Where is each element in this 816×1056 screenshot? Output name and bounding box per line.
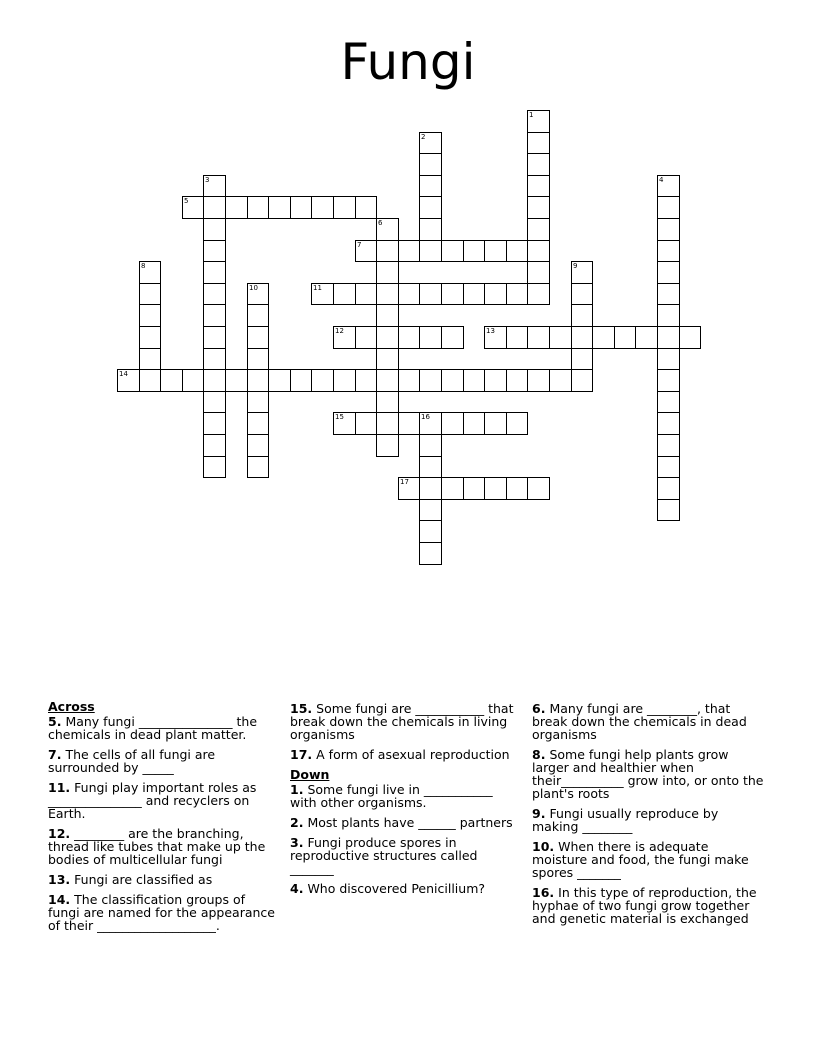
crossword-cell[interactable] (527, 477, 550, 500)
crossword-cell[interactable] (376, 240, 399, 262)
crossword-cell[interactable] (203, 218, 226, 241)
crossword-cell[interactable] (355, 326, 377, 349)
crossword-cell[interactable] (376, 348, 399, 370)
crossword-cell[interactable] (203, 175, 226, 197)
crossword-cell[interactable] (527, 196, 550, 219)
crossword-cell[interactable] (203, 196, 226, 219)
crossword-cell[interactable] (657, 391, 680, 413)
clue-across-17: 17. A form of asexual reproduction (290, 747, 510, 762)
clue-down-4: 4. Who discovered Penicillium? (290, 881, 486, 896)
crossword-cell[interactable] (527, 132, 550, 154)
crossword-cell[interactable] (139, 369, 161, 392)
crossword-cell[interactable] (571, 304, 593, 327)
crossword-cell[interactable] (398, 326, 420, 349)
crossword-cell[interactable] (506, 369, 528, 392)
crossword-cell[interactable] (463, 240, 485, 262)
crossword-cell[interactable] (463, 477, 485, 500)
crossword-cell[interactable] (657, 326, 680, 349)
crossword-cell[interactable] (571, 326, 593, 349)
crossword-cell[interactable] (139, 304, 161, 327)
across-header: Across (48, 699, 95, 714)
crossword-cell[interactable] (398, 477, 420, 500)
crossword-cell[interactable] (571, 283, 593, 305)
crossword-cell[interactable] (484, 240, 507, 262)
crossword-cell[interactable] (203, 412, 226, 435)
crossword-cell[interactable] (419, 326, 442, 349)
clue-down-16: 16. In this type of reproduction, the hyphae of two fungi grow together and genetic material is exchanged (532, 885, 757, 926)
crossword-cell[interactable] (527, 218, 550, 241)
crossword-cell[interactable] (355, 283, 377, 305)
crossword-cell[interactable] (592, 326, 615, 349)
crossword-cell[interactable] (182, 369, 204, 392)
crossword-cell[interactable] (657, 499, 680, 521)
crossword-cell[interactable] (333, 412, 356, 435)
crossword-cell[interactable] (657, 456, 680, 478)
crossword-cell[interactable] (441, 283, 464, 305)
crossword-cell[interactable] (333, 196, 356, 219)
crossword-cell[interactable] (247, 434, 269, 457)
clues-column-3 (532, 702, 764, 932)
cell-number: 9 (573, 262, 578, 270)
crossword-cell[interactable] (527, 326, 550, 349)
crossword-cell[interactable] (247, 391, 269, 413)
crossword-cell[interactable] (441, 369, 464, 392)
crossword-cell[interactable] (225, 369, 248, 392)
crossword-cell[interactable] (139, 348, 161, 370)
crossword-cell[interactable] (311, 369, 334, 392)
clue-across-12: 12. ________ are the branching, thread like tubes that make up the bodies of multicellular fungi (48, 826, 266, 867)
crossword-cell[interactable] (268, 196, 291, 219)
crossword-cell[interactable] (484, 283, 507, 305)
crossword-cell[interactable] (657, 240, 680, 262)
crossword-cell[interactable] (376, 326, 399, 349)
crossword-cell[interactable] (376, 369, 399, 392)
cell-number: 11 (313, 284, 322, 292)
crossword-cell[interactable] (333, 326, 356, 349)
crossword-cell[interactable] (635, 326, 658, 349)
crossword-cell[interactable] (441, 477, 464, 500)
crossword-cell[interactable] (333, 369, 356, 392)
crossword-cell[interactable] (139, 283, 161, 305)
crossword-cell[interactable] (506, 326, 528, 349)
crossword-cell[interactable] (441, 326, 464, 349)
crossword-cell[interactable] (527, 283, 550, 305)
crossword-cell[interactable] (484, 412, 507, 435)
clue-down-3: 3. Fungi produce spores in reproductive structures called _______ (290, 835, 478, 876)
crossword-cell[interactable] (527, 240, 550, 262)
crossword-cell[interactable] (419, 218, 442, 241)
crossword-cell[interactable] (419, 175, 442, 197)
crossword-cell[interactable] (290, 196, 312, 219)
crossword-cell[interactable] (506, 412, 528, 435)
crossword-cell[interactable] (506, 240, 528, 262)
crossword-cell[interactable] (203, 456, 226, 478)
crossword-cell[interactable] (247, 304, 269, 327)
cell-number: 16 (421, 413, 430, 421)
crossword-cell[interactable] (657, 175, 680, 197)
crossword-cell[interactable] (203, 326, 226, 349)
crossword-cell[interactable] (117, 369, 140, 392)
crossword-cell[interactable] (290, 369, 312, 392)
cell-number: 17 (400, 478, 409, 486)
crossword-cell[interactable] (247, 283, 269, 305)
crossword-cell[interactable] (398, 240, 420, 262)
crossword-cell[interactable] (506, 283, 528, 305)
crossword-cell[interactable] (571, 261, 593, 284)
crossword-cell[interactable] (549, 369, 572, 392)
crossword-cell[interactable] (657, 348, 680, 370)
cell-number: 15 (335, 413, 344, 421)
crossword-cell[interactable] (203, 240, 226, 262)
clue-across-5: 5. Many fungi _______________ the chemicals in dead plant matter. (48, 714, 258, 742)
crossword-cell[interactable] (419, 132, 442, 154)
cell-number: 2 (421, 133, 426, 141)
crossword-cell[interactable] (441, 240, 464, 262)
crossword-cell[interactable] (527, 369, 550, 392)
crossword-cell[interactable] (160, 369, 183, 392)
crossword-cell[interactable] (527, 175, 550, 197)
crossword-cell[interactable] (203, 304, 226, 327)
clue-down-10: 10. When there is adequate moisture and food, the fungi make spores _______ (532, 839, 749, 880)
crossword-cell[interactable] (311, 283, 334, 305)
crossword-cell[interactable] (657, 477, 680, 500)
crossword-cell[interactable] (203, 391, 226, 413)
cell-number: 7 (357, 241, 362, 249)
crossword-cell[interactable] (614, 326, 636, 349)
crossword-cell[interactable] (463, 369, 485, 392)
crossword-cell[interactable] (657, 369, 680, 392)
crossword-cell[interactable] (657, 196, 680, 219)
crossword-cell[interactable] (203, 283, 226, 305)
crossword-cell[interactable] (398, 283, 420, 305)
crossword-cell[interactable] (247, 369, 269, 392)
cell-number: 8 (141, 262, 146, 270)
crossword-cell[interactable] (419, 520, 442, 543)
crossword-cell[interactable] (657, 412, 680, 435)
clue-down-8: 8. Some fungi help plants grow larger and healthier when their__________ grow into, or onto the plant's roots (532, 747, 764, 801)
crossword-cell[interactable] (247, 348, 269, 370)
crossword-cell[interactable] (527, 153, 550, 176)
crossword-cell[interactable] (247, 456, 269, 478)
crossword-cell[interactable] (419, 240, 442, 262)
crossword-cell[interactable] (657, 283, 680, 305)
crossword-cell[interactable] (203, 369, 226, 392)
crossword-cell[interactable] (463, 412, 485, 435)
crossword-cell[interactable] (419, 434, 442, 457)
cell-number: 3 (205, 176, 210, 184)
clues-column-2 (290, 702, 522, 902)
crossword-cell[interactable] (376, 391, 399, 413)
crossword-cell[interactable] (419, 542, 442, 565)
crossword-cell[interactable] (376, 218, 399, 241)
page-title: Fungi (340, 33, 476, 91)
crossword-cell[interactable] (376, 283, 399, 305)
crossword-cell[interactable] (355, 196, 377, 219)
crossword-cell[interactable] (139, 261, 161, 284)
clue-across-13: 13. Fungi are classified as (48, 872, 213, 887)
crossword-cell[interactable] (247, 412, 269, 435)
crossword-cell[interactable] (506, 477, 528, 500)
crossword-cell[interactable] (657, 434, 680, 457)
crossword-cell[interactable] (376, 304, 399, 327)
crossword-cell[interactable] (419, 153, 442, 176)
crossword-cell[interactable] (571, 348, 593, 370)
crossword-cell[interactable] (355, 240, 377, 262)
crossword-cell[interactable] (657, 218, 680, 241)
crossword-cell[interactable] (182, 196, 204, 219)
crossword-cell[interactable] (549, 326, 572, 349)
crossword-cell[interactable] (139, 326, 161, 349)
cell-number: 1 (529, 111, 534, 119)
crossword-cell[interactable] (484, 326, 507, 349)
crossword-cell[interactable] (247, 196, 269, 219)
crossword-cell[interactable] (484, 369, 507, 392)
crossword-cell[interactable] (376, 434, 399, 457)
crossword-cell[interactable] (419, 369, 442, 392)
crossword-cell[interactable] (355, 369, 377, 392)
clue-across-15: 15. Some fungi are ___________ that break down the chemicals in living organisms (290, 701, 514, 742)
crossword-cell[interactable] (419, 196, 442, 219)
crossword-cell[interactable] (225, 196, 248, 219)
cell-number: 4 (659, 176, 664, 184)
crossword-cell[interactable] (355, 412, 377, 435)
crossword-cell[interactable] (571, 369, 593, 392)
crossword-cell[interactable] (203, 261, 226, 284)
cell-number: 14 (119, 370, 128, 378)
crossword-cell[interactable] (527, 110, 550, 133)
crossword-cell[interactable] (419, 499, 442, 521)
crossword-cell[interactable] (398, 369, 420, 392)
cell-number: 6 (378, 219, 383, 227)
clue-down-9: 9. Fungi usually reproduce by making ________ (532, 806, 719, 834)
crossword-cell[interactable] (203, 434, 226, 457)
clues-column-1 (48, 700, 280, 939)
crossword-cell[interactable] (333, 283, 356, 305)
crossword-cell[interactable] (419, 456, 442, 478)
cell-number: 10 (249, 284, 258, 292)
crossword-cell[interactable] (203, 348, 226, 370)
cell-number: 13 (486, 327, 495, 335)
crossword-cell[interactable] (657, 304, 680, 327)
crossword-cell[interactable] (376, 412, 399, 435)
crossword-cell[interactable] (527, 261, 550, 284)
clue-down-1: 1. Some fungi live in ___________ with other organisms. (290, 782, 493, 810)
crossword-cell[interactable] (463, 283, 485, 305)
crossword-cell[interactable] (247, 326, 269, 349)
cell-number: 5 (184, 197, 189, 205)
clue-down-6: 6. Many fungi are ________, that break down the chemicals in dead organisms (532, 701, 747, 742)
crossword-cell[interactable] (657, 261, 680, 284)
down-header: Down (290, 767, 330, 782)
clue-down-2: 2. Most plants have ______ partners (290, 815, 513, 830)
crossword-cell[interactable] (441, 412, 464, 435)
clue-across-14: 14. The classification groups of fungi are named for the appearance of their ___________________. (48, 892, 275, 933)
crossword-cell[interactable] (419, 477, 442, 500)
cell-number: 12 (335, 327, 344, 335)
crossword-cell[interactable] (311, 196, 334, 219)
crossword-cell[interactable] (419, 283, 442, 305)
crossword-cell[interactable] (376, 261, 399, 284)
crossword-cell[interactable] (268, 369, 291, 392)
crossword-cell[interactable] (419, 412, 442, 435)
clue-across-11: 11. Fungi play important roles as _______________ and recyclers on Earth. (48, 780, 257, 821)
clue-across-7: 7. The cells of all fungi are surrounded by _____ (48, 747, 216, 775)
crossword-cell[interactable] (484, 477, 507, 500)
crossword-cell[interactable] (398, 412, 420, 435)
crossword-cell[interactable] (679, 326, 701, 349)
